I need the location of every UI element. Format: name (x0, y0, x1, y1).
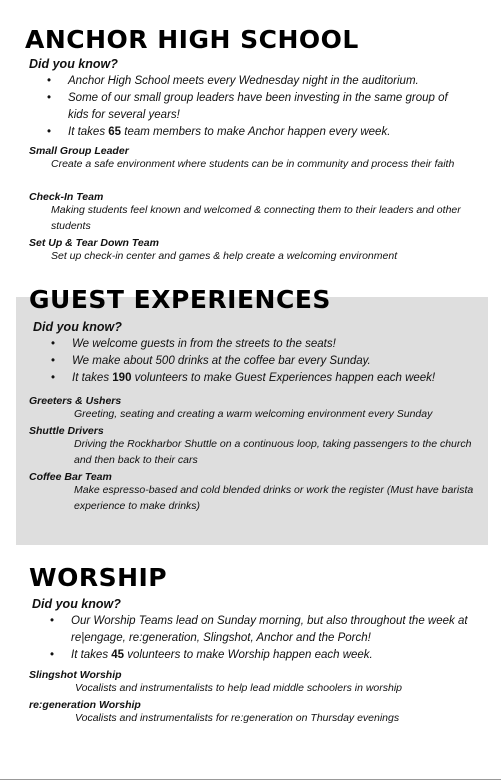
role-name: Check-In Team (29, 191, 104, 203)
anchor-title: ANCHOR HIGH SCHOOL (25, 25, 359, 54)
worship-did-you-know: Did you know? (32, 597, 121, 611)
role-name: Slingshot Worship (29, 669, 122, 681)
role-description: Greeting, seating and creating a warm welcoming environment every Sunday (74, 408, 433, 420)
role-check-in-team (29, 191, 474, 234)
role-slingshot-worship (29, 669, 479, 697)
guest-did-you-know: Did you know? (33, 320, 122, 334)
role-description: Set up check-in center and games & help create a welcoming environment (51, 250, 398, 262)
list-item: • It takes 65 team members to make Anchor happen every week. (47, 126, 391, 138)
role-name: Small Group Leader (29, 145, 129, 157)
list-item: • Anchor High School meets every Wednesday night in the auditorium. (47, 75, 419, 87)
role-greeters-ushers (29, 395, 479, 423)
role-description: Vocalists and instrumentalists for re:generation on Thursday evenings (75, 712, 400, 724)
worship-title: WORSHIP (29, 563, 168, 592)
role-name: re:generation Worship (29, 699, 141, 711)
role-description: Driving the Rockharbor Shuttle on a continuous loop, taking passengers to the church and then back to their cars (74, 438, 472, 466)
list-item: • Our Worship Teams lead on Sunday morning, but also throughout the week at re|engage, re:generation, Slingshot, Anchor and the Porch! (50, 615, 468, 644)
list-item: • Some of our small group leaders have been investing in the same group of kids for several years! (47, 92, 448, 121)
role-coffee-bar (29, 471, 479, 514)
list-item: • It takes 45 volunteers to make Worship happen each week. (50, 649, 373, 661)
anchor-facts (47, 73, 468, 141)
list-item: • We make about 500 drinks at the coffee bar every Sunday. (51, 355, 371, 367)
list-item: • We welcome guests in from the streets to the seats! (51, 338, 336, 350)
role-name: Greeters & Ushers (29, 395, 122, 407)
role-description: Vocalists and instrumentalists to help lead middle schoolers in worship (75, 682, 403, 694)
guest-facts (51, 336, 482, 387)
bottom-divider (0, 779, 501, 780)
role-description: Create a safe environment where students can be in community and process their faith (51, 158, 455, 170)
role-name: Coffee Bar Team (29, 471, 112, 483)
role-shuttle-drivers (29, 425, 479, 468)
role-set-up-tear-down (29, 237, 474, 265)
role-description: Make espresso-based and cold blended drinks or work the register (Must have barista experience to make drinks) (74, 484, 474, 512)
role-name: Shuttle Drivers (29, 425, 104, 437)
guest-title: GUEST EXPERIENCES (29, 285, 331, 314)
anchor-did-you-know: Did you know? (29, 57, 118, 71)
role-small-group-leader (29, 145, 474, 173)
role-regeneration-worship (29, 699, 479, 727)
role-description: Making students feel known and welcomed & connecting them to their leaders and other students (51, 204, 461, 232)
list-item: • It takes 190 volunteers to make Guest Experiences happen each week! (51, 372, 436, 384)
role-name: Set Up & Tear Down Team (29, 237, 159, 249)
worship-facts (50, 613, 476, 664)
